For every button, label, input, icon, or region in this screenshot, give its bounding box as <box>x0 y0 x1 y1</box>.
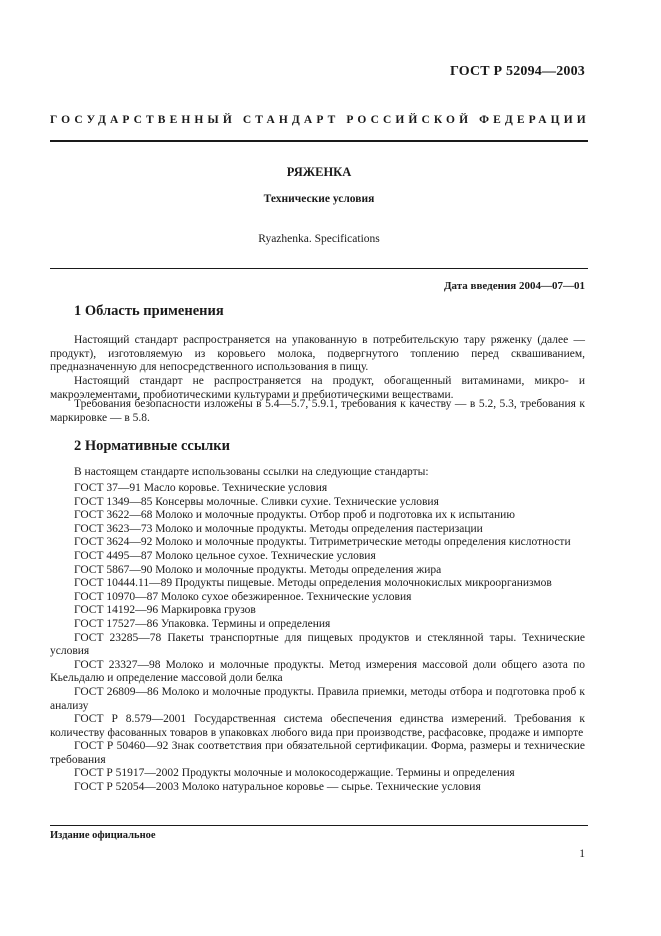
document-subtitle: Технические условия <box>263 193 375 205</box>
reference-item: ГОСТ 3622—68 Молоко и молочные продукты. Отбор проб и подготовка их к испытанию <box>74 509 515 522</box>
reference-item: ГОСТ Р 52054—2003 Молоко натуральное коровье — сырье. Технические условия <box>74 781 481 794</box>
reference-item: ГОСТ 23285—78 Пакеты транспортные для пищевых продуктов и стеклянной тары. Технические условия <box>50 631 585 658</box>
document-number: ГОСТ Р 52094—2003 <box>449 64 585 79</box>
reference-item: ГОСТ 5867—90 Молоко и молочные продукты. Методы определения жира <box>74 563 442 576</box>
reference-item: ГОСТ 10970—87 Молоко сухое обезжиренное. Технические условия <box>74 590 412 603</box>
reference-item: ГОСТ 23327—98 Молоко и молочные продукты. Метод измерения массовой доли общего азота по Кьельдалю и определение массовой доли белка <box>50 658 585 685</box>
section-2-heading: 2 Нормативные ссылки <box>74 438 230 454</box>
reference-item: ГОСТ 37—91 Масло коровье. Технические условия <box>74 482 328 494</box>
reference-list <box>50 482 585 795</box>
reference-item: ГОСТ 1349—85 Консервы молочные. Сливки сухие. Технические условия <box>74 495 439 508</box>
english-title: Ryazhenka. Specifications <box>258 233 380 245</box>
reference-item: ГОСТ 26809—86 Молоко и молочные продукты. Правила приемки, методы отбора и подготовка проб к анализу <box>50 685 585 712</box>
document-title: РЯЖЕНКА <box>286 165 352 179</box>
reference-item: ГОСТ 4495—87 Молоко цельное сухое. Технические условия <box>74 549 376 562</box>
section-1-heading: 1 Область применения <box>74 303 224 319</box>
introduction-date: Дата введения 2004—07—01 <box>443 280 585 292</box>
reference-item: ГОСТ 3624—92 Молоко и молочные продукты. Титриметрические методы определения кислотности <box>74 536 571 549</box>
edition-label: Издание официальное <box>50 830 156 841</box>
reference-item: ГОСТ Р 8.579—2001 Государственная система обеспечения единства измерений. Требования к количеству фасованных товаров в упаковках любого вида при производстве, расфасовке, продаже и импорте <box>50 713 585 739</box>
header-divider <box>50 140 588 142</box>
state-standard-heading: ГОСУДАРСТВЕННЫЙ СТАНДАРТ РОССИЙСКОЙ ФЕДЕРАЦИИ <box>50 114 590 126</box>
section-1-paragraph-1: Настоящий стандарт распространяется на упакованную в потребительскую тару ряженку (далее — продукт), изготовляемую из коровьего молока, подвергнутого топлению перед сквашиванием, предназначенную для непосредственного использования в пищу. <box>50 334 585 374</box>
section-1-paragraph-2: Настоящий стандарт не распространяется на продукт, обогащенный витаминами, микро- и макроэлементами, пробиотическими культурами и пребиотическими веществами. <box>50 375 585 401</box>
section-2-intro: В настоящем стандарте использованы ссылки на следующие стандарты: <box>74 466 429 478</box>
reference-item: ГОСТ 3623—73 Молоко и молочные продукты. Методы определения пастеризации <box>74 522 483 535</box>
reference-item: ГОСТ 14192—96 Маркировка грузов <box>74 604 256 617</box>
page-number: 1 <box>579 848 585 860</box>
section-1-paragraph-3: Требования безопасности изложены в 5.4—5.7, 5.9.1, требования к качеству — в 5.2, 5.3, требования к маркировке — в 5.8. <box>50 398 585 424</box>
reference-item: ГОСТ Р 50460—92 Знак соответствия при обязательной сертификации. Форма, размеры и технические требования <box>50 740 585 766</box>
title-divider <box>50 268 588 269</box>
reference-item: ГОСТ 17527—86 Упаковка. Термины и определения <box>74 617 331 630</box>
reference-item: ГОСТ 10444.11—89 Продукты пищевые. Методы определения молочнокислых микроорганизмов <box>74 577 552 590</box>
footer-divider <box>50 825 588 826</box>
reference-item: ГОСТ Р 51917—2002 Продукты молочные и молокосодержащие. Термины и определения <box>74 767 515 780</box>
